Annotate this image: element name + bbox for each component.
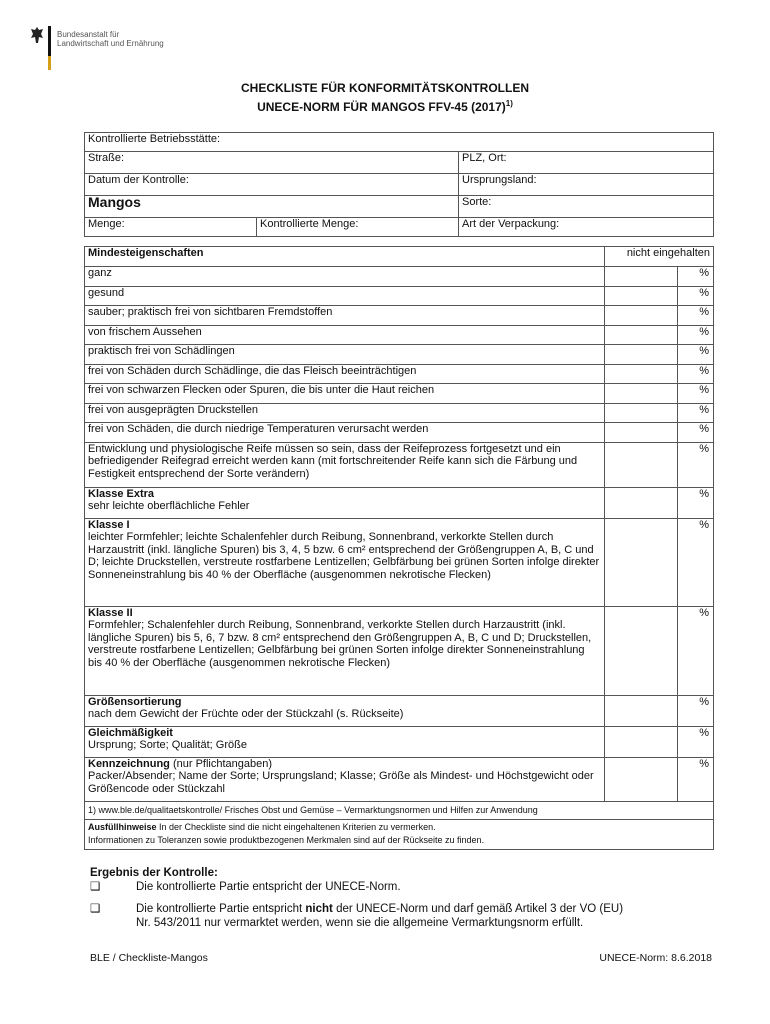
checkbox-conform[interactable]: ❑ bbox=[90, 881, 101, 893]
criterion-row: frei von Schäden durch Schädlinge, die das Fleisch beeinträchtigen bbox=[85, 364, 605, 384]
option-nonconform-line2: Nr. 543/2011 nur vermarktet werden, wenn sie die allgemeine Vermarktungsnorm erfüllt. bbox=[136, 917, 584, 929]
org-name: Bundesanstalt für Landwirtschaft und Ernährung bbox=[57, 30, 164, 48]
checkbox-cell[interactable] bbox=[605, 345, 678, 365]
criterion-row: frei von ausgeprägten Druckstellen bbox=[85, 403, 605, 423]
product-name: Mangos bbox=[85, 196, 459, 218]
class-1-row: Klasse I leichter Formfehler; leichte Schalenfehler durch Reibung, Sonnenbrand, verkorkte Stellen durch Harzaustritt (inkl. längliche Spuren) bis 3, 4, 5 bzw. 6 cm² entsprechend der Größengruppen A, B, C und D; leichte Druckstellen, verstreute rostfarbene Lentizellen; Gelbfärbung bei grünen Sorten infolge direkter Sonneneinstrahlung bis 40 % der Oberfläche (ausgenommen nekrotische Flecken) bbox=[85, 518, 605, 606]
info-table bbox=[84, 132, 714, 237]
footnote: 1) www.ble.de/qualitaetskontrolle/ Frisches Obst und Gemüse – Vermarktungsnormen und Hilfen zur Anwendung bbox=[85, 801, 714, 819]
criterion-row: praktisch frei von Schädlingen bbox=[85, 345, 605, 365]
checked-quantity-field[interactable]: Kontrollierte Menge: bbox=[257, 218, 459, 237]
criteria-table: Mindesteigenschaften nicht eingehalten ganz % gesund % sauber; praktisch frei von sichtbaren Fremdstoffen % von frischem Aussehen % praktisch frei von Schädlingen % frei von Schäden durch Schädlinge, die das Fleisch beeinträchtigen % frei von schwarzen Flecken oder Spuren, die bis unter die Haut reichen % frei von ausgeprägten Druckstellen % frei von Schäden, die durch niedrige Temperaturen verursacht werden % Entwicklung und physiologische Reife müssen so sein, dass der Reifeprozess fortgesetzt und ein befriedigender Reifegrad erreicht werden kann (mit fortschreitender Reife kann sich die Färbung und Festigkeit entsprechend der Sorte verändern) % Klasse Extra sehr leichte oberflächliche Fehler % Klasse I leichter Formfehler; leichte Schalenfehler durch Reibung, Sonnenbrand, verkorkte Stellen durch Harzaustritt (inkl. längliche Spuren) bis 3, 4, 5 bzw. 6 cm² entsprechend der Größengruppen A, B, C und D; leichte Druckstellen, verstreute rostfarbene Lentizellen; Gelbfärbung bei grünen Sorten infolge direkter Sonneneinstrahlung bis 40 % der Oberfläche (ausgenommen nekrotische Flecken) % Klasse II Formfehler; Schalenfehler durch Reibung, Sonnenbrand, verkorkte Stellen durch Harzaustritt (inkl. längliche Spuren) bis 5, 6, 7 bzw. 8 cm² entsprechend den Größengruppen A, B, C und D; Druckstellen, verstreute rostfarbene Lentizellen; Gelbfärbung bei grünen Sorten infolge direkter Sonneneinstrahlung bis 40 % der Oberfläche (ausgenommen nekrotische Flecken) % Größensortierung nach dem Gewicht der Früchte oder der Stückzahl (s. Rückseite) % Gleichmäßigkeit Ursprung; Sorte; Qualität; Größe % Kennzeichnung (nur Pflichtangaben) Packer/Absender; Name der Sorte; Ursprungsland; Klasse; Größe als Mindest- und Höchstgewicht oder Größencode oder Stückzahl % 1) www.ble.de/qualitaetskontrolle/ Frisches Obst und Gemüse – Vermarktungsnormen und Hilfen zur Anwendung Ausfüllhinweise In der Checkliste sind die nicht eingehaltenen Kriterien zu vermerken. Informationen zu Toleranzen sowie produktbezogenen Merkmalen sind auf der Rückseite zu finden. bbox=[84, 246, 714, 850]
not-met-label: nicht eingehalten bbox=[605, 247, 714, 267]
street-field[interactable]: Straße: bbox=[85, 152, 459, 174]
checkbox-cell[interactable] bbox=[605, 487, 678, 518]
option-conform: Die kontrollierte Partie entspricht der UNECE-Norm. bbox=[136, 881, 401, 893]
checkbox-cell[interactable] bbox=[605, 757, 678, 801]
fill-hint: Ausfüllhinweise In der Checkliste sind die nicht eingehaltenen Kriterien zu vermerken. Informationen zu Toleranzen sowie produktbezogenen Merkmalen sind auf der Rückseite zu finden. bbox=[85, 819, 714, 849]
min-heading: Mindesteigenschaften bbox=[85, 247, 605, 267]
checkbox-cell[interactable] bbox=[605, 325, 678, 345]
result-heading: Ergebnis der Kontrolle: bbox=[90, 867, 218, 879]
date-field[interactable]: Datum der Kontrolle: bbox=[85, 174, 459, 196]
class-extra-row: Klasse Extra sehr leichte oberflächliche Fehler bbox=[85, 487, 605, 518]
footer-right: UNECE-Norm: 8.6.2018 bbox=[599, 952, 712, 964]
uniformity-row: Gleichmäßigkeit Ursprung; Sorte; Qualität; Größe bbox=[85, 726, 605, 757]
page-title: CHECKLISTE FÜR KONFORMITÄTSKONTROLLEN UNECE-NORM FÜR MANGOS FFV-45 $(2017)^{1)}$ bbox=[241, 81, 529, 114]
checkbox-cell[interactable] bbox=[605, 423, 678, 443]
size-sorting-row: Größensortierung nach dem Gewicht der Früchte oder der Stückzahl (s. Rückseite) bbox=[85, 695, 605, 726]
checkbox-cell[interactable] bbox=[605, 306, 678, 326]
criterion-row: frei von schwarzen Flecken oder Spuren, die bis unter die Haut reichen bbox=[85, 384, 605, 404]
checkbox-nonconform[interactable]: ❑ bbox=[90, 903, 101, 915]
packaging-field[interactable]: Art der Verpackung: bbox=[459, 218, 714, 237]
criterion-row: von frischem Aussehen bbox=[85, 325, 605, 345]
labeling-row: Kennzeichnung (nur Pflichtangaben) Packer/Absender; Name der Sorte; Ursprungsland; Klasse; Größe als Mindest- und Höchstgewicht oder Größencode oder Stückzahl bbox=[85, 757, 605, 801]
result-section bbox=[90, 866, 623, 930]
flag-bar bbox=[48, 26, 51, 70]
checkbox-cell[interactable] bbox=[605, 726, 678, 757]
checkbox-cell[interactable] bbox=[605, 695, 678, 726]
checkbox-cell[interactable] bbox=[605, 442, 678, 487]
footer-left: BLE / Checkliste-Mangos bbox=[90, 952, 208, 964]
quantity-field[interactable]: Menge: bbox=[85, 218, 257, 237]
checkbox-cell[interactable] bbox=[605, 384, 678, 404]
checkbox-cell[interactable] bbox=[605, 267, 678, 287]
checkbox-cell[interactable] bbox=[605, 606, 678, 695]
variety-field[interactable]: Sorte: bbox=[459, 196, 714, 218]
criterion-row: ganz bbox=[85, 267, 605, 287]
criterion-row: gesund bbox=[85, 286, 605, 306]
criterion-row: sauber; praktisch frei von sichtbaren Fremdstoffen bbox=[85, 306, 605, 326]
checkbox-cell[interactable] bbox=[605, 286, 678, 306]
checkbox-cell[interactable] bbox=[605, 518, 678, 606]
class-2-row: Klasse II Formfehler; Schalenfehler durch Reibung, Sonnenbrand, verkorkte Stellen durch Harzaustritt (inkl. längliche Spuren) bis 5, 6, 7 bzw. 8 cm² entsprechend den Größengruppen A, B, C und D; Druckstellen, verstreute rostfarbene Lentizellen; Gelbfärbung bei grünen Sorten infolge direkter Sonneneinstrahlung bis 40 % der Oberfläche (ausgenommen nekrotische Flecken) bbox=[85, 606, 605, 695]
option-nonconform: Die kontrollierte Partie entspricht nicht der UNECE-Norm und darf gemäß Artikel 3 der VO (EU) bbox=[136, 903, 624, 915]
checkbox-cell[interactable] bbox=[605, 403, 678, 423]
origin-field[interactable]: Ursprungsland: bbox=[459, 174, 714, 196]
criterion-row: frei von Schäden, die durch niedrige Temperaturen verursacht werden bbox=[85, 423, 605, 443]
eagle-icon bbox=[30, 26, 44, 44]
checkbox-cell[interactable] bbox=[605, 364, 678, 384]
site-field[interactable]: Kontrollierte Betriebsstätte: bbox=[85, 133, 714, 152]
plz-field[interactable]: PLZ, Ort: bbox=[459, 152, 714, 174]
development-row: Entwicklung und physiologische Reife müssen so sein, dass der Reifeprozess fortgesetzt und ein befriedigender Reifegrad erreicht werden kann (mit fortschreitender Reife kann sich die Färbung und Festigkeit entsprechend der Sorte verändern) bbox=[85, 442, 605, 487]
